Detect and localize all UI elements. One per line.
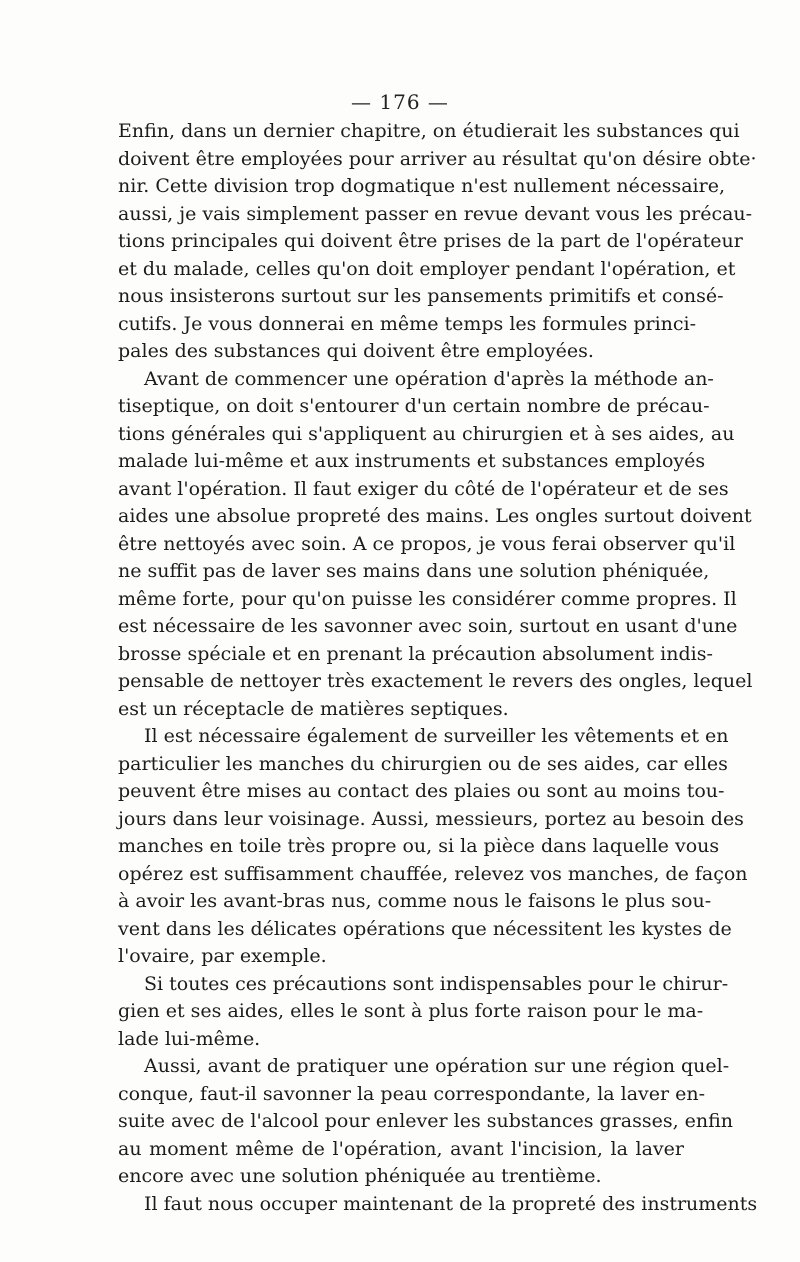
text-line: Aussi, avant de pratiquer une opération sur une région quel- bbox=[144, 1055, 730, 1077]
text-line: encore avec une solution phéniquée au trentième. bbox=[118, 1165, 602, 1187]
text-line: lade lui-même. bbox=[118, 1027, 261, 1050]
text-line: ne suffit pas de laver ses mains dans une solution phéniquée, bbox=[118, 560, 710, 582]
text-line: Si toutes ces précautions sont indispensables pour le chirur- bbox=[144, 972, 729, 995]
paragraph bbox=[118, 1053, 734, 1191]
text-line: gien et ses aides, elles le sont à plus forte raison pour le ma- bbox=[118, 1000, 704, 1022]
text-line: tions générales qui s'appliquent au chirurgien et à ses aides, au bbox=[118, 422, 735, 445]
text-line: peuvent être mises au contact des plaies ou sont au moins tou- bbox=[118, 780, 725, 802]
paragraph bbox=[118, 118, 757, 366]
text-line: malade lui-même et aux instruments et substances employés bbox=[118, 450, 706, 472]
text-line: Avant de commencer une opération d'après la méthode an- bbox=[144, 367, 714, 390]
text-line: nous insisterons surtout sur les pansements primitifs et consé- bbox=[118, 285, 724, 307]
text-line: au moment même de l'opération, avant l'incision, la laver bbox=[118, 1137, 684, 1160]
text-line: est un réceptacle de matières septiques. bbox=[118, 697, 509, 720]
text-line: Il est nécessaire également de surveiller les vêtements et en bbox=[144, 725, 729, 747]
text-line: jours dans leur voisinage. Aussi, messieurs, portez au besoin des bbox=[118, 807, 744, 830]
text-line: à avoir les avant-bras nus, comme nous le faisons le plus sou- bbox=[118, 890, 712, 912]
text-line: brosse spéciale et en prenant la précaution absolument indis- bbox=[118, 642, 713, 665]
text-line: et du malade, celles qu'on doit employer pendant l'opération, et bbox=[118, 257, 736, 280]
text-line: l'ovaire, par exemple. bbox=[118, 945, 327, 967]
text-line: particulier les manches du chirurgien ou de ses aides, car elles bbox=[118, 752, 728, 775]
text-line: pensable de nettoyer très exactement le revers des ongles, lequel bbox=[118, 670, 753, 692]
text-line: Enfin, dans un dernier chapitre, on étudierait les substances qui bbox=[118, 120, 740, 142]
text-line: aides une absolue propreté des mains. Les ongles surtout doivent bbox=[118, 505, 752, 527]
paragraph bbox=[118, 723, 748, 971]
text-line: avant l'opération. Il faut exiger du côté de l'opérateur et de ses bbox=[118, 477, 729, 500]
text-line: aussi, je vais simplement passer en revue devant vous les précau- bbox=[118, 202, 753, 225]
text-line: nir. Cette division trop dogmatique n'est nullement nécessaire, bbox=[118, 175, 725, 197]
text-line: cutifs. Je vous donnerai en même temps les formules princi- bbox=[118, 312, 697, 335]
paragraph bbox=[118, 366, 753, 724]
text-line: doivent être employées pour arriver au résultat qu'on désire obte· bbox=[118, 147, 757, 170]
text-line: vent dans les délicates opérations que nécessitent les kystes de bbox=[118, 917, 732, 940]
text-line: opérez est suffisamment chauffée, relevez vos manches, de façon bbox=[118, 862, 748, 885]
text-line: conque, faut-il savonner la peau correspondante, la laver en- bbox=[118, 1082, 706, 1105]
text-line: Il faut nous occuper maintenant de la propreté des instruments bbox=[144, 1192, 758, 1215]
text-line: même forte, pour qu'on puisse les considérer comme propres. Il bbox=[118, 587, 737, 610]
text-line: être nettoyés avec soin. A ce propos, je vous ferai observer qu'il bbox=[118, 532, 736, 555]
text-line: pales des substances qui doivent être employées. bbox=[118, 340, 594, 362]
body-text bbox=[118, 118, 758, 1218]
text-line: tiseptique, on doit s'entourer d'un certain nombre de précau- bbox=[118, 395, 710, 417]
page-number: — 176 — bbox=[351, 90, 449, 114]
text-line: manches en toile très propre ou, si la pièce dans laquelle vous bbox=[118, 835, 720, 857]
text-line: est nécessaire de les savonner avec soin, surtout en usant d'une bbox=[118, 615, 738, 637]
paragraph bbox=[118, 971, 729, 1054]
text-line: suite avec de l'alcool pour enlever les substances grasses, enfin bbox=[118, 1110, 734, 1132]
paragraph bbox=[118, 1191, 758, 1219]
text-line: tions principales qui doivent être prises de la part de l'opérateur bbox=[118, 230, 743, 252]
